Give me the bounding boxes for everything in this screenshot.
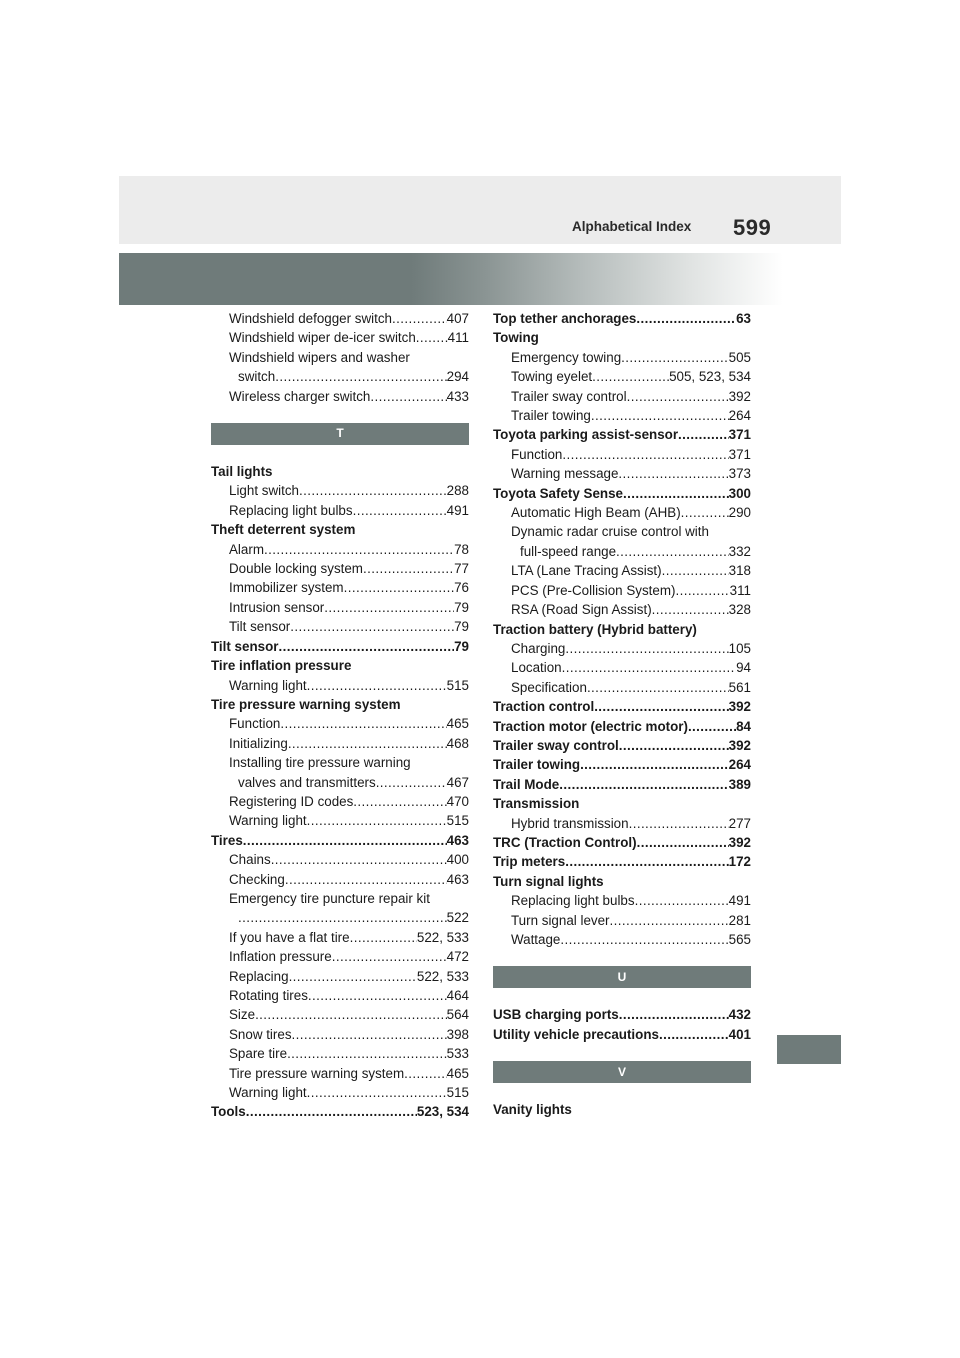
entry-label: Warning light bbox=[229, 677, 307, 693]
entry-page-ref: 470 bbox=[446, 793, 469, 809]
entry-label: Tilt sensor bbox=[229, 619, 291, 635]
index-subentry bbox=[493, 367, 751, 386]
index-entry bbox=[493, 852, 751, 871]
entry-page-ref: 463 bbox=[446, 871, 469, 887]
dot-leader bbox=[307, 676, 447, 695]
index-subentry bbox=[211, 501, 469, 520]
dot-leader bbox=[675, 581, 729, 600]
entry-label: Traction control bbox=[493, 699, 595, 715]
dot-leader bbox=[363, 559, 454, 578]
entry-page-ref: 515 bbox=[446, 1085, 469, 1101]
dot-leader bbox=[678, 425, 729, 444]
entry-page-ref: 491 bbox=[728, 893, 751, 909]
index-subentry bbox=[211, 850, 469, 869]
index-subentry bbox=[211, 734, 469, 753]
dot-leader bbox=[616, 542, 729, 561]
entry-page-ref: 294 bbox=[446, 369, 469, 385]
entry-page-ref: 318 bbox=[728, 563, 751, 579]
entry-label: PCS (Pre-Collision System) bbox=[511, 582, 676, 598]
index-subentry bbox=[493, 406, 751, 425]
entry-label: Warning light bbox=[229, 1085, 307, 1101]
entry-page-ref: 505, 523, 534 bbox=[669, 369, 751, 385]
entry-page-ref: 561 bbox=[728, 679, 751, 695]
index-heading: Towing bbox=[493, 330, 539, 346]
entry-page-ref: 94 bbox=[736, 660, 751, 676]
index-entry bbox=[493, 1025, 751, 1044]
entry-page-ref: 522 bbox=[446, 910, 469, 926]
dot-leader bbox=[416, 328, 448, 347]
index-subentry bbox=[211, 540, 469, 559]
entry-label: Top tether anchorages bbox=[493, 311, 637, 326]
entry-page-ref: 392 bbox=[728, 737, 751, 753]
index-entry bbox=[493, 717, 751, 736]
index-subentry bbox=[211, 947, 469, 966]
index-subentry bbox=[211, 1064, 469, 1083]
dot-leader bbox=[344, 578, 455, 597]
dot-leader bbox=[635, 891, 729, 910]
entry-label: Tilt sensor bbox=[211, 638, 279, 654]
index-subentry bbox=[211, 1044, 469, 1063]
index-subentry bbox=[211, 676, 469, 695]
entry-label: Hybrid transmission bbox=[511, 815, 629, 831]
section-title: Alphabetical Index bbox=[572, 219, 692, 234]
index-subentry bbox=[493, 503, 751, 522]
entry-page-ref: 288 bbox=[446, 483, 469, 499]
entry-page-ref: 373 bbox=[728, 466, 751, 482]
entry-label: Wireless charger switch bbox=[229, 388, 371, 404]
entry-label: TRC (Traction Control) bbox=[493, 834, 637, 850]
dot-leader bbox=[610, 911, 729, 930]
index-subentry bbox=[493, 658, 751, 677]
dot-leader bbox=[619, 1005, 729, 1024]
dot-leader bbox=[289, 967, 417, 986]
dot-leader bbox=[592, 367, 669, 386]
dot-leader bbox=[238, 908, 447, 927]
index-heading: Transmission bbox=[493, 796, 580, 812]
entry-page-ref: 467 bbox=[446, 774, 469, 790]
entry-label: Snow tires bbox=[229, 1026, 292, 1042]
dot-leader bbox=[392, 309, 447, 328]
entry-page-ref: 264 bbox=[728, 408, 751, 424]
dot-leader bbox=[662, 561, 729, 580]
dot-leader bbox=[308, 986, 447, 1005]
index-heading: Vanity lights bbox=[493, 1102, 572, 1118]
dot-leader bbox=[562, 658, 736, 677]
entry-page-ref: 491 bbox=[446, 502, 469, 518]
dot-leader bbox=[271, 850, 447, 869]
dot-leader bbox=[623, 484, 729, 503]
dot-leader bbox=[278, 637, 454, 656]
index-subentry bbox=[211, 773, 469, 792]
dot-leader bbox=[637, 833, 729, 852]
entry-page-ref: 371 bbox=[728, 446, 751, 462]
entry-page-ref: 400 bbox=[446, 852, 469, 868]
index-subentry bbox=[493, 814, 751, 833]
entry-label: Function bbox=[229, 716, 281, 732]
entry-page-ref: 300 bbox=[728, 485, 751, 501]
index-subentry bbox=[493, 561, 751, 580]
index-subentry bbox=[493, 891, 751, 910]
dot-leader bbox=[562, 445, 728, 464]
entry-label: Double locking system bbox=[229, 561, 363, 577]
entry-page-ref: 523, 534 bbox=[416, 1104, 469, 1120]
entry-page-ref: 77 bbox=[454, 561, 469, 577]
index-entry bbox=[493, 484, 751, 503]
index-subentry: Windshield wipers and washer bbox=[229, 349, 410, 365]
entry-page-ref: 533 bbox=[446, 1046, 469, 1062]
index-subentry bbox=[211, 598, 469, 617]
entry-label: Toyota Safety Sense bbox=[493, 485, 623, 501]
entry-page-ref: 515 bbox=[446, 813, 469, 829]
entry-label: Light switch bbox=[229, 483, 299, 499]
dot-leader bbox=[560, 930, 728, 949]
entry-page-ref: 565 bbox=[728, 932, 751, 947]
entry-page-ref: 79 bbox=[454, 638, 469, 654]
entry-label: Tire pressure warning system bbox=[229, 1065, 405, 1081]
dot-leader bbox=[376, 773, 447, 792]
entry-label: switch bbox=[238, 369, 276, 385]
entry-label: Warning message bbox=[511, 466, 619, 482]
entry-label: Immobilizer system bbox=[229, 580, 344, 596]
entry-label: Spare tire bbox=[229, 1046, 288, 1062]
dot-leader bbox=[353, 792, 446, 811]
entry-label: Inflation pressure bbox=[229, 949, 332, 965]
index-entry bbox=[493, 697, 751, 716]
index-heading: Turn signal lights bbox=[493, 873, 604, 889]
entry-page-ref: 464 bbox=[446, 988, 469, 1003]
dot-leader bbox=[559, 775, 728, 794]
entry-label: Alarm bbox=[229, 541, 264, 557]
entry-label: Tires bbox=[211, 832, 243, 848]
entry-label: LTA (Lane Tracing Assist) bbox=[511, 563, 662, 579]
entry-label: RSA (Road Sign Assist) bbox=[511, 602, 652, 618]
dot-leader bbox=[264, 540, 454, 559]
index-subentry bbox=[493, 678, 751, 697]
entry-page-ref: 522, 533 bbox=[416, 968, 469, 984]
dot-leader bbox=[627, 387, 729, 406]
chapter-side-tab bbox=[777, 1035, 841, 1064]
dot-leader bbox=[299, 481, 447, 500]
entry-page-ref: 505 bbox=[728, 349, 751, 365]
entry-label: Size bbox=[229, 1007, 256, 1023]
entry-page-ref: 172 bbox=[728, 854, 751, 870]
entry-label: Utility vehicle precautions bbox=[493, 1026, 659, 1042]
entry-label: Automatic High Beam (AHB) bbox=[511, 505, 681, 521]
index-subentry bbox=[211, 811, 469, 830]
entry-label: Rotating tires bbox=[229, 988, 308, 1003]
entry-label: Trip meters bbox=[493, 854, 566, 870]
entry-page-ref: 407 bbox=[446, 311, 469, 326]
dot-leader bbox=[275, 367, 446, 386]
entry-page-ref: 515 bbox=[446, 677, 469, 693]
index-entry bbox=[493, 425, 751, 444]
entry-page-ref: 371 bbox=[728, 427, 751, 443]
entry-page-ref: 277 bbox=[728, 815, 751, 831]
dot-leader bbox=[290, 617, 454, 636]
index-entry bbox=[493, 1005, 751, 1024]
entry-label: Trail Mode bbox=[493, 776, 560, 792]
index-heading: Tire pressure warning system bbox=[211, 696, 401, 712]
index-subentry bbox=[211, 559, 469, 578]
entry-page-ref: 398 bbox=[446, 1026, 469, 1042]
dot-leader bbox=[246, 1102, 417, 1121]
index-subentry bbox=[211, 309, 469, 328]
dot-leader bbox=[287, 1044, 447, 1063]
entry-page-ref: 79 bbox=[454, 599, 469, 615]
entry-page-ref: 465 bbox=[446, 1065, 469, 1081]
entry-label: Emergency towing bbox=[511, 349, 622, 365]
entry-page-ref: 392 bbox=[728, 388, 751, 404]
entry-label: Toyota parking assist-sensor bbox=[493, 427, 679, 443]
entry-label: Chains bbox=[229, 852, 271, 868]
entry-page-ref: 468 bbox=[446, 735, 469, 751]
index-subentry bbox=[493, 464, 751, 483]
dot-leader bbox=[353, 501, 447, 520]
dot-leader bbox=[629, 814, 729, 833]
entry-page-ref: 433 bbox=[446, 388, 469, 404]
entry-label: Traction motor (electric motor) bbox=[493, 718, 688, 734]
index-subentry bbox=[493, 348, 751, 367]
dot-leader bbox=[404, 1064, 447, 1083]
entry-label: Trailer sway control bbox=[493, 737, 619, 753]
index-heading: Traction battery (Hybrid battery) bbox=[493, 621, 697, 637]
dot-leader bbox=[621, 348, 729, 367]
index-subentry bbox=[211, 578, 469, 597]
entry-label: Trailer towing bbox=[493, 757, 581, 773]
entry-label: Trailer sway control bbox=[511, 388, 627, 404]
index-subentry bbox=[211, 387, 469, 406]
dot-leader bbox=[280, 714, 446, 733]
dot-leader bbox=[618, 464, 728, 483]
index-column-right bbox=[493, 309, 751, 1120]
index-letter-header: V bbox=[493, 1061, 751, 1083]
index-subentry bbox=[493, 600, 751, 619]
dot-leader bbox=[243, 831, 447, 850]
dot-leader bbox=[350, 928, 417, 947]
entry-label: Location bbox=[511, 660, 562, 676]
index-subentry bbox=[211, 1025, 469, 1044]
entry-label: Replacing light bulbs bbox=[511, 893, 635, 909]
entry-page-ref: 392 bbox=[728, 834, 751, 850]
index-entry bbox=[211, 637, 469, 656]
dot-leader bbox=[307, 811, 447, 830]
index-subentry: Installing tire pressure warning bbox=[229, 755, 411, 771]
entry-page-ref: 78 bbox=[454, 541, 469, 557]
index-subentry bbox=[493, 387, 751, 406]
index-subentry bbox=[211, 928, 469, 947]
index-subentry bbox=[211, 986, 469, 1005]
index-subentry bbox=[493, 639, 751, 658]
index-entry bbox=[211, 1102, 469, 1121]
entry-label: valves and transmitters bbox=[238, 774, 376, 790]
entry-page-ref: 264 bbox=[728, 757, 751, 773]
index-heading: Tire inflation pressure bbox=[211, 658, 352, 674]
index-subentry bbox=[493, 930, 751, 949]
entry-page-ref: 328 bbox=[728, 602, 751, 618]
entry-label: Warning light bbox=[229, 813, 307, 829]
entry-label: full-speed range bbox=[520, 543, 617, 559]
entry-page-ref: 463 bbox=[446, 832, 469, 848]
index-subentry bbox=[211, 967, 469, 986]
entry-page-ref: 389 bbox=[728, 776, 751, 792]
dot-leader bbox=[288, 734, 447, 753]
index-heading: Tail lights bbox=[211, 464, 273, 480]
index-heading: Theft deterrent system bbox=[211, 522, 356, 538]
dot-leader bbox=[619, 736, 729, 755]
header-gradient-bar bbox=[119, 253, 783, 305]
index-subentry bbox=[493, 581, 751, 600]
entry-label: Windshield defogger switch bbox=[229, 311, 393, 326]
entry-label: If you have a flat tire bbox=[229, 929, 350, 945]
entry-label: Intrusion sensor bbox=[229, 599, 325, 615]
entry-page-ref: 290 bbox=[728, 505, 751, 521]
index-subentry bbox=[211, 481, 469, 500]
dot-leader bbox=[652, 600, 729, 619]
entry-label: Replacing bbox=[229, 968, 289, 984]
entry-label: Replacing light bulbs bbox=[229, 502, 353, 518]
entry-label: Wattage bbox=[511, 932, 561, 947]
index-letter-header: U bbox=[493, 966, 751, 988]
index-subentry: Emergency tire puncture repair kit bbox=[229, 890, 430, 906]
entry-page-ref: 472 bbox=[446, 949, 469, 965]
index-subentry bbox=[211, 617, 469, 636]
dot-leader bbox=[332, 947, 447, 966]
dot-leader bbox=[324, 598, 454, 617]
index-subentry bbox=[211, 714, 469, 733]
dot-leader bbox=[580, 755, 729, 774]
entry-label: Towing eyelet bbox=[511, 369, 593, 385]
dot-leader bbox=[255, 1005, 447, 1024]
index-entry bbox=[493, 309, 751, 328]
dot-leader bbox=[681, 503, 729, 522]
index-subentry bbox=[211, 328, 469, 347]
entry-page-ref: 564 bbox=[446, 1007, 469, 1023]
index-entry bbox=[211, 831, 469, 850]
entry-label: Initializing bbox=[229, 735, 288, 751]
entry-label: Registering ID codes bbox=[229, 793, 354, 809]
index-subentry bbox=[211, 908, 469, 927]
entry-label: Checking bbox=[229, 871, 285, 887]
entry-label: Specification bbox=[511, 679, 587, 695]
dot-leader bbox=[565, 639, 728, 658]
entry-page-ref: 522, 533 bbox=[416, 929, 469, 945]
dot-leader bbox=[587, 678, 729, 697]
dot-leader bbox=[594, 697, 728, 716]
entry-label: USB charging ports bbox=[493, 1007, 619, 1023]
index-subentry bbox=[211, 367, 469, 386]
index-subentry bbox=[211, 792, 469, 811]
dot-leader bbox=[292, 1025, 447, 1044]
index-entry bbox=[493, 775, 751, 794]
index-entry bbox=[493, 755, 751, 774]
dot-leader bbox=[591, 406, 729, 425]
index-subentry bbox=[493, 911, 751, 930]
entry-label: Tools bbox=[211, 1104, 246, 1120]
entry-page-ref: 332 bbox=[728, 543, 751, 559]
index-letter-header: T bbox=[211, 423, 469, 445]
index-subentry bbox=[493, 445, 751, 464]
entry-label: Turn signal lever bbox=[511, 912, 610, 928]
dot-leader bbox=[659, 1025, 729, 1044]
entry-page-ref: 79 bbox=[454, 619, 469, 635]
entry-page-ref: 84 bbox=[736, 718, 751, 734]
index-column-left bbox=[211, 309, 469, 1122]
entry-page-ref: 76 bbox=[454, 580, 469, 596]
index-subentry bbox=[211, 1005, 469, 1024]
entry-label: Windshield wiper de-icer switch bbox=[229, 330, 416, 346]
entry-label: Trailer towing bbox=[511, 408, 591, 424]
index-subentry: Dynamic radar cruise control with bbox=[511, 524, 709, 540]
index-subentry bbox=[493, 542, 751, 561]
entry-page-ref: 432 bbox=[728, 1007, 751, 1023]
index-subentry bbox=[211, 870, 469, 889]
entry-page-ref: 281 bbox=[728, 912, 751, 928]
entry-page-ref: 411 bbox=[447, 330, 469, 346]
page-number: 599 bbox=[733, 215, 772, 240]
index-entry bbox=[493, 736, 751, 755]
entry-page-ref: 311 bbox=[729, 582, 751, 598]
index-subentry bbox=[211, 1083, 469, 1102]
entry-label: Charging bbox=[511, 640, 566, 656]
entry-page-ref: 63 bbox=[736, 311, 751, 326]
dot-leader bbox=[688, 717, 736, 736]
dot-leader bbox=[307, 1083, 447, 1102]
entry-page-ref: 392 bbox=[728, 699, 751, 715]
entry-page-ref: 465 bbox=[446, 716, 469, 732]
dot-leader bbox=[636, 309, 736, 328]
entry-label: Function bbox=[511, 446, 563, 462]
index-entry bbox=[493, 833, 751, 852]
dot-leader bbox=[565, 852, 728, 871]
dot-leader bbox=[285, 870, 447, 889]
entry-page-ref: 105 bbox=[728, 640, 751, 656]
entry-page-ref: 401 bbox=[728, 1026, 751, 1042]
dot-leader bbox=[370, 387, 446, 406]
